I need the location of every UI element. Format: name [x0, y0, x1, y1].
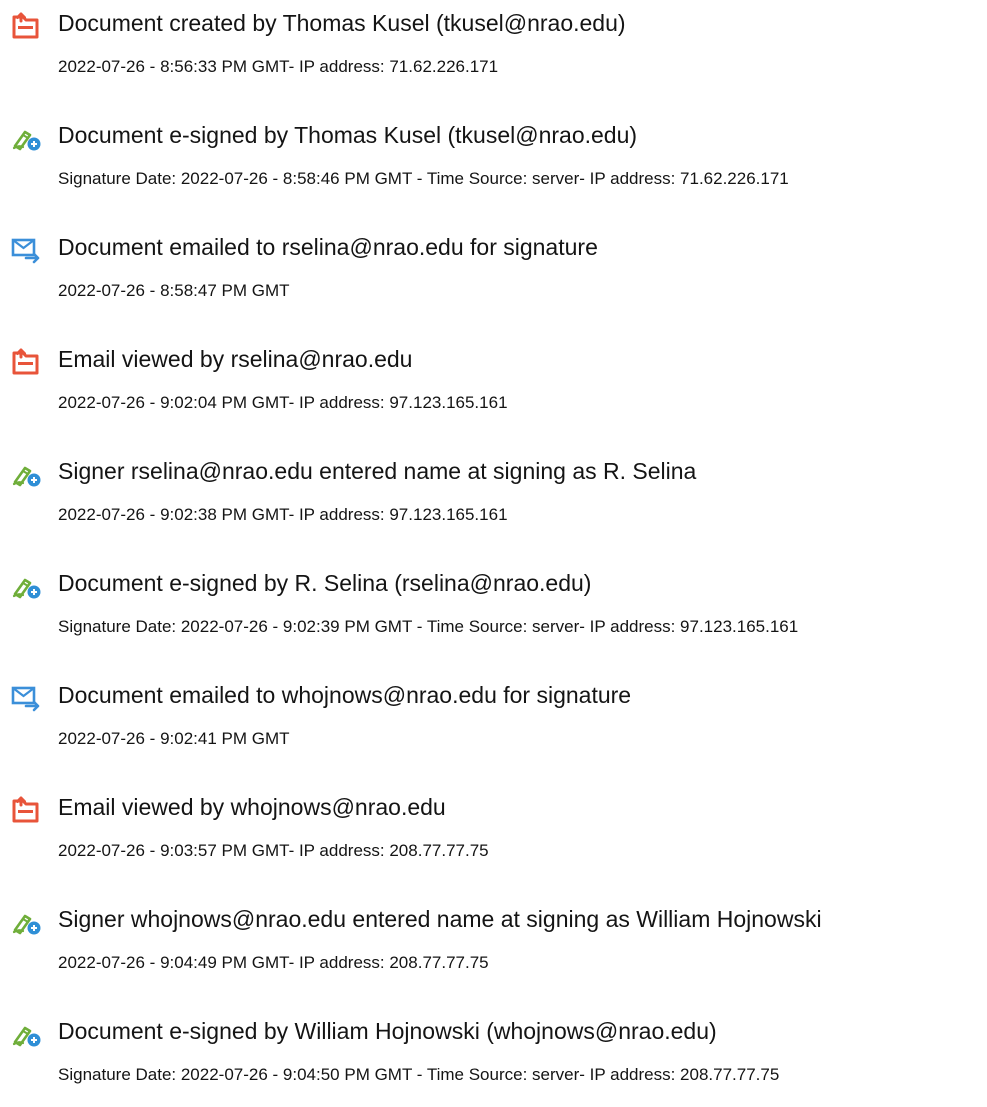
- document-viewed-icon: [11, 796, 43, 824]
- event-detail: 2022-07-26 - 9:02:38 PM GMT- IP address: 97.123.165.161: [58, 505, 508, 524]
- document-viewed-icon: [11, 348, 43, 376]
- event-title: Document e-signed by R. Selina (rselina@nrao.edu): [58, 570, 592, 596]
- event-title: Email viewed by whojnows@nrao.edu: [58, 794, 446, 820]
- e-sign-pen-icon: [11, 1020, 43, 1048]
- event-detail: Signature Date: 2022-07-26 - 9:04:50 PM GMT - Time Source: server- IP address: 208.77.77.75: [58, 1065, 780, 1084]
- event-title: Document created by Thomas Kusel (tkusel@nrao.edu): [58, 10, 626, 36]
- event-title: Signer rselina@nrao.edu entered name at signing as R. Selina: [58, 458, 697, 484]
- e-sign-pen-icon: [11, 908, 43, 936]
- event-detail: 2022-07-26 - 9:03:57 PM GMT- IP address: 208.77.77.75: [58, 841, 489, 860]
- event-detail: 2022-07-26 - 8:56:33 PM GMT- IP address: 71.62.226.171: [58, 57, 499, 76]
- event-detail: 2022-07-26 - 8:58:47 PM GMT: [58, 281, 290, 300]
- event-detail: 2022-07-26 - 9:02:41 PM GMT: [58, 729, 290, 748]
- event-title: Document emailed to whojnows@nrao.edu for signature: [58, 682, 632, 708]
- email-sent-icon: [11, 236, 43, 264]
- e-sign-pen-icon: [11, 572, 43, 600]
- event-detail: Signature Date: 2022-07-26 - 8:58:46 PM GMT - Time Source: server- IP address: 71.62.226.171: [58, 169, 789, 188]
- event-title: Document e-signed by Thomas Kusel (tkusel@nrao.edu): [58, 122, 638, 148]
- event-title: Document emailed to rselina@nrao.edu for signature: [58, 234, 598, 260]
- event-detail: Signature Date: 2022-07-26 - 9:02:39 PM GMT - Time Source: server- IP address: 97.123.165.161: [58, 617, 799, 636]
- event-detail: 2022-07-26 - 9:02:04 PM GMT- IP address: 97.123.165.161: [58, 393, 508, 412]
- event-title: Email viewed by rselina@nrao.edu: [58, 346, 413, 372]
- e-sign-pen-icon: [11, 460, 43, 488]
- document-created-icon: [11, 12, 43, 40]
- event-title: Signer whojnows@nrao.edu entered name at signing as William Hojnowski: [58, 906, 822, 932]
- event-title: Document e-signed by William Hojnowski (whojnows@nrao.edu): [58, 1018, 717, 1044]
- e-sign-pen-icon: [11, 124, 43, 152]
- event-detail: 2022-07-26 - 9:04:49 PM GMT- IP address: 208.77.77.75: [58, 953, 489, 972]
- email-sent-icon: [11, 684, 43, 712]
